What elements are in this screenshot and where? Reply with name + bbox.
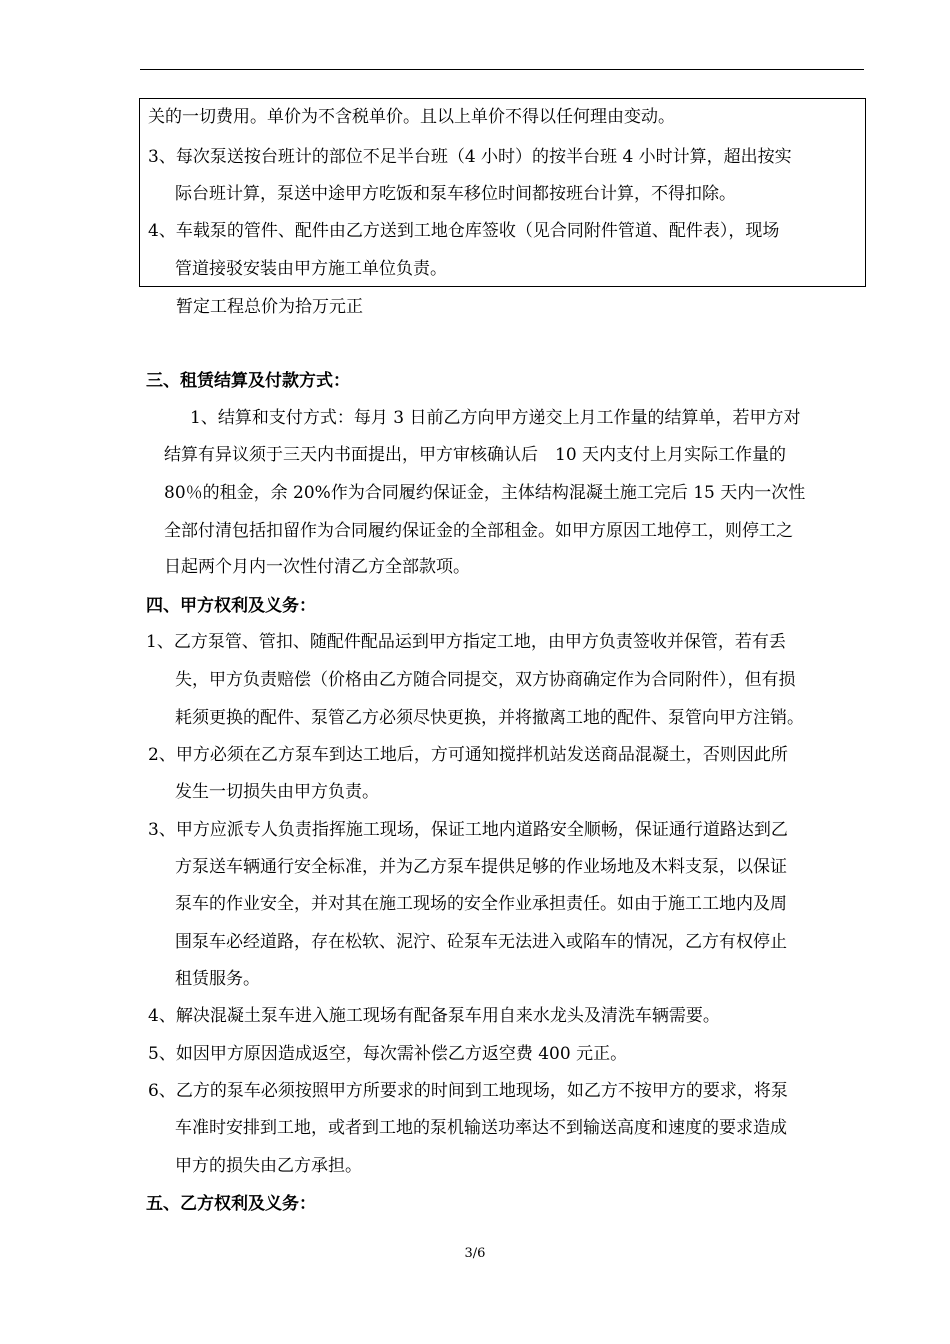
page-number: 3/6 (464, 1246, 486, 1261)
section-4-line: 耗须更换的配件、泵管乙方必须尽快更换，并将撤离工地的配件、泵管向甲方注销。 (175, 708, 804, 728)
section-4-line: 车准时安排到工地，或者到工地的泵机输送功率达不到输送高度和速度的要求造成 (175, 1118, 787, 1138)
section-3-line: 80％的租金，余 20%作为合同履约保证金，主体结构混凝土施工完后 15 天内一次性 (164, 483, 806, 503)
box-line: 4、车载泵的管件、配件由乙方送到工地仓库签收（见合同附件管道、配件表），现场 (148, 221, 780, 241)
box-line: 管道接驳安装由甲方施工单位负责。 (175, 259, 447, 279)
section-4-line: 3、甲方应派专人负责指挥施工现场，保证工地内道路安全顺畅，保证通行道路达到乙 (148, 820, 788, 840)
section-3-line: 1、结算和支付方式：每月 3 日前乙方向甲方递交上月工作量的结算单，若甲方对 (190, 408, 801, 428)
box-line: 关的一切费用。单价为不含税单价。且以上单价不得以任何理由变动。 (148, 107, 675, 127)
section-3-line: 结算有异议须于三天内书面提出，甲方审核确认后 10 天内支付上月实际工作量的 (164, 445, 787, 465)
section-4-line: 泵车的作业安全，并对其在施工现场的安全作业承担责任。如由于施工工地内及周 (175, 894, 787, 914)
section-4-line: 1、乙方泵管、管扣、随配件配品运到甲方指定工地，由甲方负责签收并保管，若有丢 (146, 632, 786, 652)
section-4-line: 甲方的损失由乙方承担。 (175, 1156, 362, 1176)
header-rule (140, 69, 864, 70)
section-5-heading: 五、乙方权利及义务： (146, 1194, 316, 1214)
section-4-line: 租赁服务。 (175, 969, 260, 989)
section-4-line: 2、甲方必须在乙方泵车到达工地后，方可通知搅拌机站发送商品混凝土，否则因此所 (148, 745, 788, 765)
section-4-line: 6、乙方的泵车必须按照甲方所要求的时间到工地现场，如乙方不按甲方的要求，将泵 (148, 1081, 788, 1101)
box-line: 3、每次泵送按台班计的部位不足半台班（4 小时）的按半台班 4 小时计算，超出按实 (148, 147, 792, 167)
section-3-heading: 三、租赁结算及付款方式： (146, 371, 350, 391)
section-4-line: 围泵车必经道路，存在松软、泥泞、砼泵车无法进入或陷车的情况，乙方有权停止 (175, 932, 787, 952)
section-4-heading: 四、甲方权利及义务： (146, 596, 316, 616)
box-line: 际台班计算，泵送中途甲方吃饭和泵车移位时间都按班台计算，不得扣除。 (175, 184, 736, 204)
section-4-line: 5、如因甲方原因造成返空，每次需补偿乙方返空费 400 元正。 (148, 1044, 628, 1064)
section-4-line: 失，甲方负责赔偿（价格由乙方随合同提交，双方协商确定作为合同附件），但有损 (175, 670, 796, 690)
section-4-line: 4、解决混凝土泵车进入施工现场有配备泵车用自来水龙头及清洗车辆需要。 (148, 1006, 720, 1026)
total-price-note: 暂定工程总价为拾万元正 (176, 297, 363, 317)
section-3-line: 全部付清包括扣留作为合同履约保证金的全部租金。如甲方原因工地停工，则停工之 (164, 521, 793, 541)
section-4-line: 方泵送车辆通行安全标准，并为乙方泵车提供足够的作业场地及木料支泵，以保证 (175, 857, 787, 877)
section-4-line: 发生一切损失由甲方负责。 (175, 782, 379, 802)
section-3-line: 日起两个月内一次性付清乙方全部款项。 (164, 557, 470, 577)
